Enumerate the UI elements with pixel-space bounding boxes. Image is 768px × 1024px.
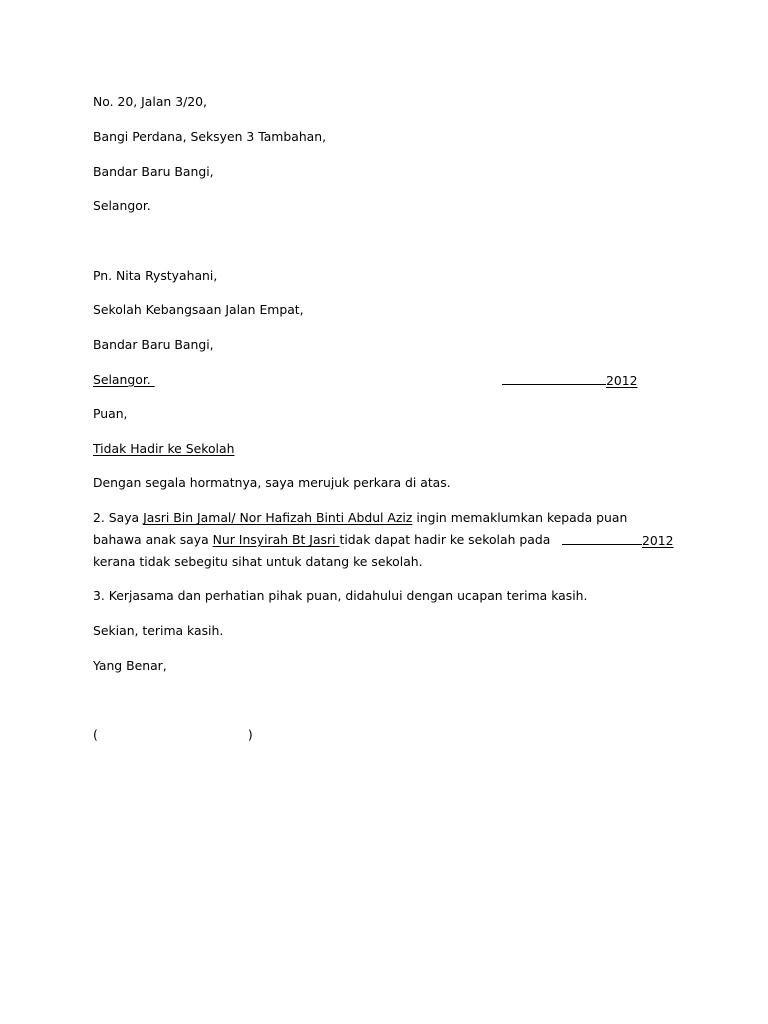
paragraph-2-line-2: [93, 532, 550, 548]
sender-address-line-4: Selangor.: [93, 198, 151, 213]
signature-open-paren: (: [93, 727, 98, 742]
para2-line2-mid: tidak dapat hadir ke sekolah pada: [339, 532, 551, 547]
sender-address-line-2: Bangi Perdana, Seksyen 3 Tambahan,: [93, 129, 327, 144]
signature-placeholder: [93, 727, 253, 743]
date-blank: [502, 372, 606, 385]
absence-date-year: 2012: [642, 533, 674, 548]
absence-date-blank: [562, 532, 642, 545]
subject-heading: Tidak Hadir ke Sekolah: [93, 441, 235, 456]
paragraph-2-line-3: kerana tidak sebegitu sihat untuk datang ke sekolah.: [93, 554, 423, 569]
child-name: Nur Insyirah Bt Jasri: [212, 532, 340, 547]
absence-date: [562, 532, 674, 549]
letter-date: [502, 372, 638, 389]
recipient-school: Sekolah Kebangsaan Jalan Empat,: [93, 302, 304, 317]
sender-address-line-1: No. 20, Jalan 3/20,: [93, 94, 207, 109]
paragraph-2-line-1: [93, 510, 627, 526]
signature-close-paren: ): [247, 727, 253, 742]
para2-prefix: 2. Saya: [93, 510, 144, 525]
recipient-city: Bandar Baru Bangi,: [93, 337, 214, 352]
recipient-name: Pn. Nita Rystyahani,: [93, 268, 218, 283]
parent-names: Jasri Bin Jamal/ Nor Hafizah Binti Abdul Aziz: [143, 510, 413, 525]
signoff: Yang Benar,: [93, 658, 167, 673]
recipient-state-text: Selangor.: [93, 372, 151, 387]
intro-paragraph: Dengan segala hormatnya, saya merujuk perkara di atas.: [93, 475, 451, 490]
para2-line2-prefix: bahawa anak saya: [93, 532, 213, 547]
sender-address-line-3: Bandar Baru Bangi,: [93, 164, 214, 179]
salutation: Puan,: [93, 406, 128, 421]
paragraph-3: 3. Kerjasama dan perhatian pihak puan, didahului dengan ucapan terima kasih.: [93, 588, 588, 603]
date-year: 2012: [606, 373, 638, 388]
para2-mid: ingin memaklumkan kepada puan: [412, 510, 628, 525]
recipient-state: [93, 372, 155, 388]
closing: Sekian, terima kasih.: [93, 623, 224, 638]
